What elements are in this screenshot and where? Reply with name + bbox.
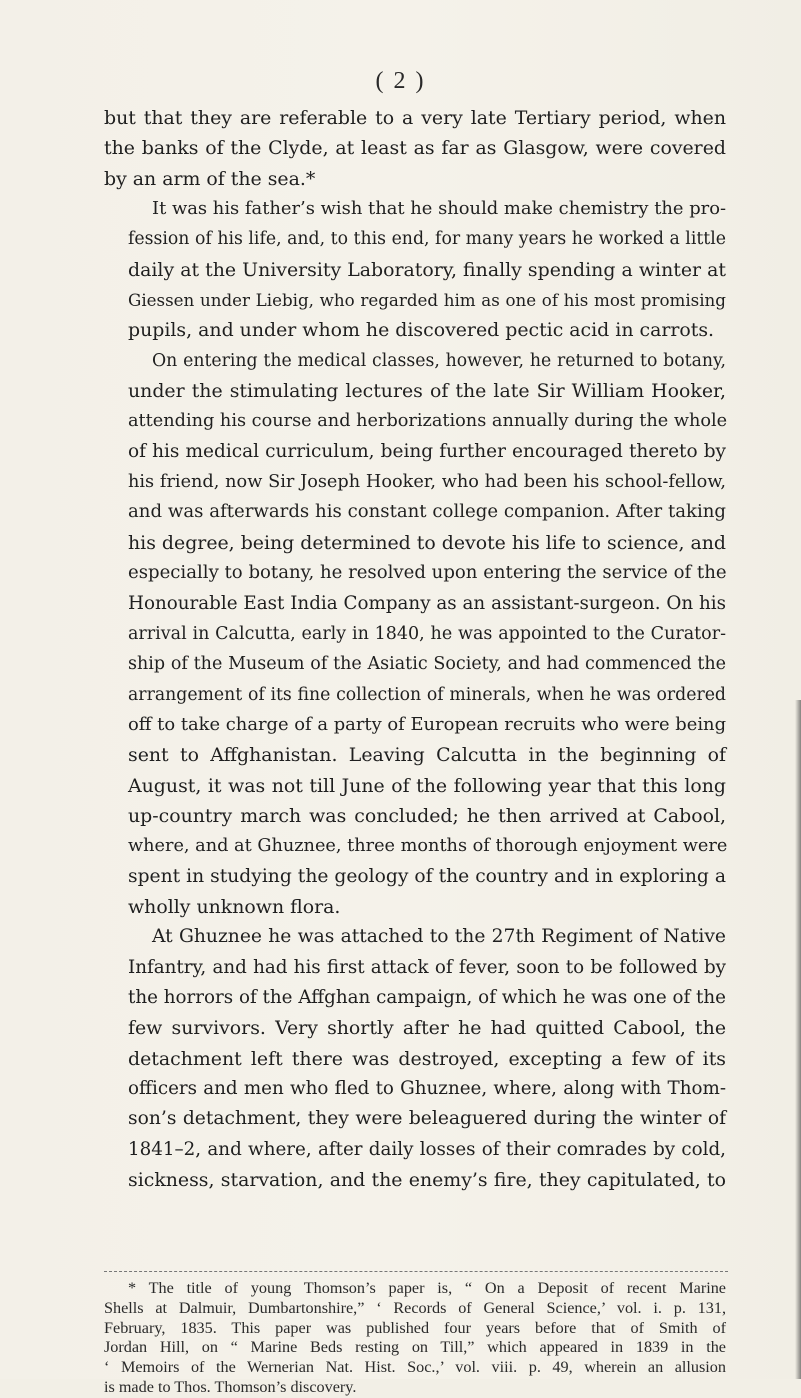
text-line: pupils, and under whom he discovered pectic acid in carrots. [128, 319, 715, 342]
text-line: where, and at Ghuznee, three months of thorough enjoyment were [128, 836, 728, 857]
paragraph [104, 103, 726, 194]
text-line: officers and men who fled to Ghuznee, where, along with Thom- [128, 1078, 726, 1099]
text-line: but that they are referable to a very late Tertiary period, when [104, 107, 726, 129]
text-line: few survivors. Very shortly after he had quitted Cabool, the [128, 1017, 726, 1040]
footnote-line: is made to Thos. Thomson’s discovery. [104, 1377, 357, 1396]
text-line: son’s detachment, they were beleaguered during the winter of [128, 1108, 726, 1130]
text-line: It was his father’s wish that he should make chemistry the pro- [152, 198, 727, 220]
text-line: 1841–2, and where, after daily losses of their comrades by cold, [128, 1138, 726, 1160]
footnote-line: February, 1835. This paper was published four years before that of Smith of [104, 1318, 726, 1337]
text-line: off to take charge of a party of European recruits who were being [128, 713, 727, 735]
text-line: Infantry, and had his first attack of fever, soon to be followed by [128, 956, 726, 978]
footnote-line: Shells at Dalmuir, Dumbartonshire,” ‘ Records of General Science,’ vol. i. p. 131, [104, 1298, 726, 1317]
footnote-line: ‘ Memoirs of the Wernerian Nat. Hist. Soc.,’ vol. viii. p. 49, wherein an allusion [104, 1358, 726, 1377]
text-line: his friend, now Sir Joseph Hooker, who had been his school-fellow, [128, 472, 726, 493]
text-line: under the stimulating lectures of the late Sir William Hooker, [128, 380, 726, 403]
text-line: August, it was not till June of the following year that this long [128, 774, 726, 797]
text-line: up-country march was concluded; he then arrived at Cabool, [128, 804, 726, 827]
text-line: On entering the medical classes, however, he returned to botany, [152, 350, 726, 371]
text-line: arrangement of its fine collection of minerals, when he was ordered [128, 684, 726, 705]
text-line: detachment left there was destroyed, excepting a few of its [128, 1047, 726, 1070]
text-line: At Ghuznee he was attached to the 27th Regiment of Native [152, 926, 726, 948]
paragraph [104, 346, 726, 923]
page-edge-shadow [795, 700, 801, 1379]
text-line: daily at the University Laboratory, finally spending a winter at [128, 258, 726, 281]
text-line: wholly unknown flora. [128, 895, 341, 918]
text-line: the horrors of the Affghan campaign, of which he was one of the [128, 986, 726, 1008]
text-line: sickness, starvation, and the enemy’s fire, they capitulated, to [128, 1169, 726, 1192]
text-line: of his medical curriculum, being further encouraged thereto by [128, 440, 726, 462]
text-line: the banks of the Clyde, at least as far as Glasgow, were covered [104, 137, 726, 160]
text-line: fession of his life, and, to this end, for many years he worked a little [128, 229, 726, 250]
paragraph [104, 922, 726, 1195]
footnote-divider [104, 1271, 728, 1272]
page-number: ( 2 ) [375, 68, 426, 94]
text-line: and was afterwards his constant college companion. After taking [128, 501, 726, 523]
paragraph [104, 194, 726, 346]
text-line: Honourable East India Company as an assistant-surgeon. On his [128, 592, 726, 614]
text-line: especially to botany, he resolved upon entering the service of the [128, 562, 727, 584]
text-line: arrival in Calcutta, early in 1840, he was appointed to the Curator- [128, 623, 726, 644]
text-line: spent in studying the geology of the country and in exploring a [128, 865, 726, 887]
text-line: sent to Affghanistan. Leaving Calcutta in the beginning of [128, 744, 726, 767]
footnote-line: Jordan Hill, on “ Marine Beds resting on Till,” which appeared in 1839 in the [104, 1338, 726, 1357]
text-line: by an arm of the sea.* [104, 167, 316, 190]
footnote [104, 1279, 726, 1398]
text-line: ship of the Museum of the Asiatic Society, and had commenced the [128, 654, 726, 675]
text-line: attending his course and herborizations annually during the whole [128, 411, 728, 432]
text-line: his degree, being determined to devote his life to science, and [128, 531, 726, 554]
body-text [104, 103, 726, 1195]
text-line: Giessen under Liebig, who regarded him as one of his most promising [128, 290, 726, 311]
footnote-line: * The title of young Thomson’s paper is, “ On a Deposit of recent Marine [128, 1279, 726, 1297]
